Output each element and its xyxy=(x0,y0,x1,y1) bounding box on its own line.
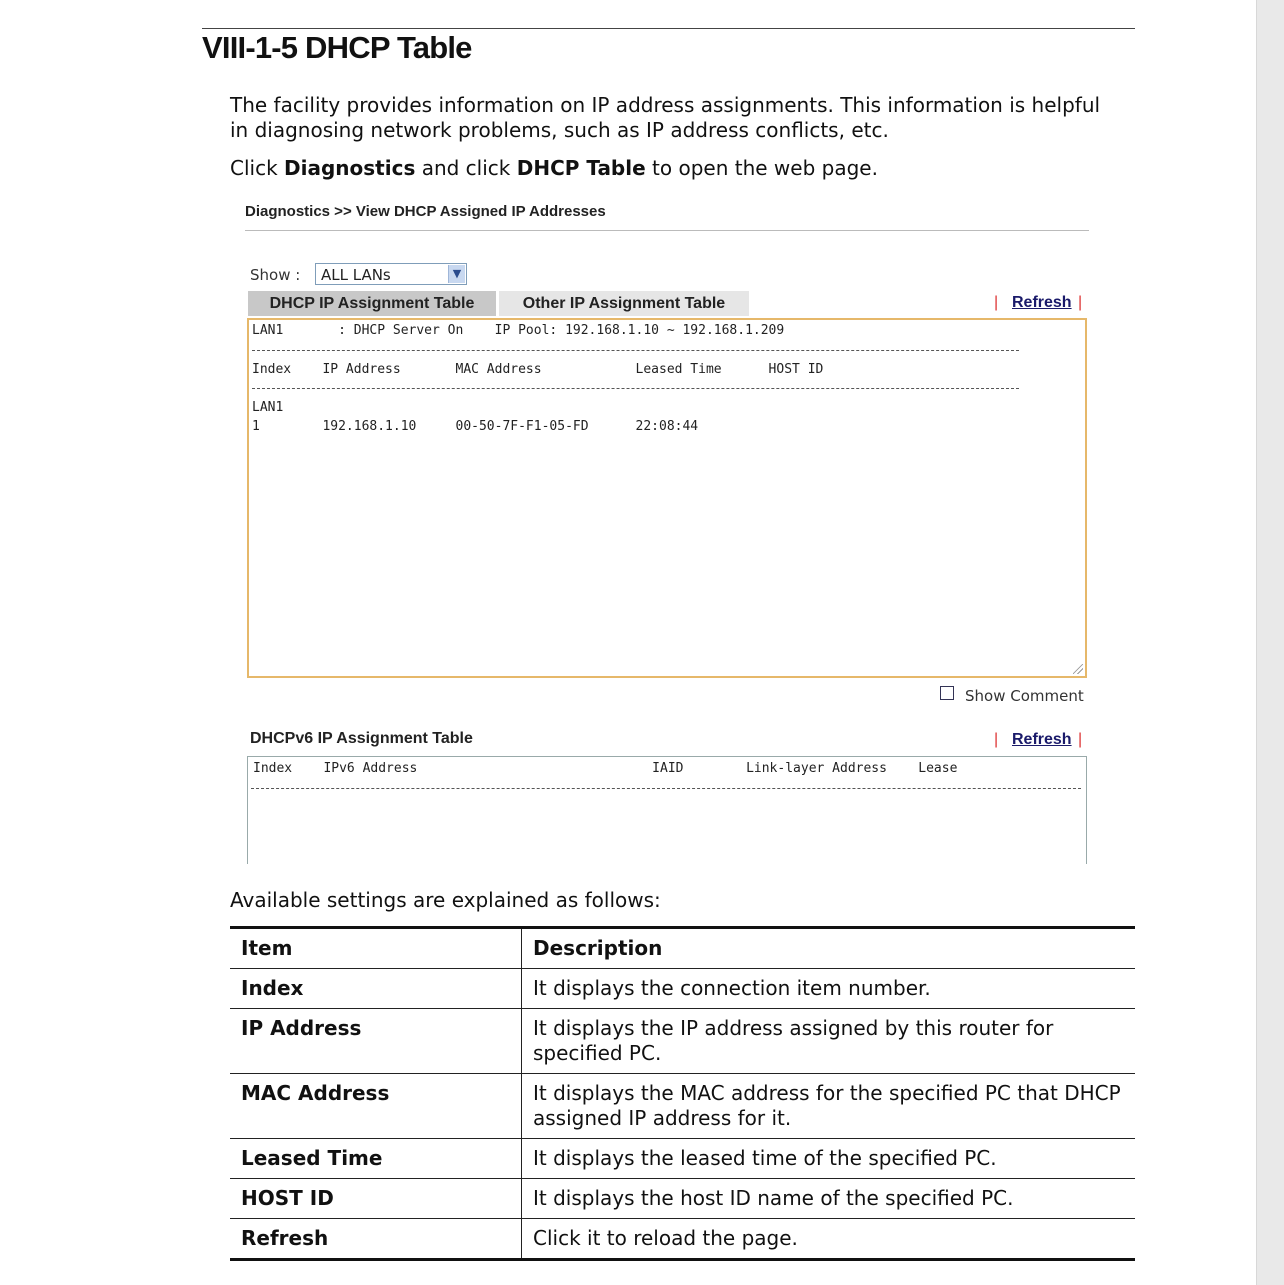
lan-filter-select[interactable] xyxy=(315,263,467,285)
item-cell: HOST ID xyxy=(230,1179,522,1219)
item-cell: MAC Address xyxy=(230,1074,522,1139)
header-rule xyxy=(202,28,1135,29)
diagnostics-menu-ref: Diagnostics xyxy=(284,156,416,180)
section-title: VIII-1-5 DHCP Table xyxy=(202,30,472,65)
table-row xyxy=(230,1074,1135,1139)
dhcp-table-menu-ref: DHCP Table xyxy=(516,156,646,180)
table-row xyxy=(230,969,1135,1009)
resize-grip-icon[interactable] xyxy=(1073,664,1083,674)
dhcpv6-assignment-textarea[interactable] xyxy=(247,756,1087,864)
chevron-down-icon[interactable]: ▼ xyxy=(448,265,465,283)
column-header-description: Description xyxy=(522,928,1136,969)
show-label: Show : xyxy=(250,266,301,284)
separator-left: | xyxy=(994,294,999,311)
dashed-divider xyxy=(252,388,1019,389)
refresh-link[interactable]: Refresh xyxy=(1012,294,1072,311)
settings-table xyxy=(230,926,1135,1261)
separator-right: | xyxy=(1078,731,1083,748)
description-cell: It displays the leased time of the specified PC. xyxy=(522,1139,1136,1179)
item-cell: Leased Time xyxy=(230,1139,522,1179)
dhcp-table-header: Index IP Address MAC Address Leased Time HOST ID xyxy=(252,362,824,377)
table-header-row xyxy=(230,928,1135,969)
dhcpv6-table-header: Index IPv6 Address IAID Link-layer Address Lease xyxy=(253,761,958,776)
tab-dhcp-ip-assignment[interactable]: DHCP IP Assignment Table xyxy=(248,291,496,316)
dhcp-assignment-textarea[interactable] xyxy=(247,318,1087,678)
item-cell: Index xyxy=(230,969,522,1009)
table-row xyxy=(230,1009,1135,1074)
description-cell: It displays the IP address assigned by this router for specified PC. xyxy=(522,1009,1136,1074)
dhcpv6-refresh-link[interactable]: Refresh xyxy=(1012,731,1072,748)
description-cell: It displays the host ID name of the specified PC. xyxy=(522,1179,1136,1219)
intro-paragraph: The facility provides information on IP address assignments. This information is helpful in diagnosing network problems, such as IP address conflicts, etc. xyxy=(230,93,1101,142)
description-cell: It displays the connection item number. xyxy=(522,969,1136,1009)
tab-other-ip-assignment[interactable]: Other IP Assignment Table xyxy=(499,291,749,316)
item-cell: Refresh xyxy=(230,1219,522,1260)
table-row xyxy=(230,1139,1135,1179)
show-comment-checkbox[interactable] xyxy=(940,686,954,700)
description-cell: Click it to reload the page. xyxy=(522,1219,1136,1260)
screenshot-crop-fade xyxy=(248,834,1086,864)
instruction-paragraph: Click Diagnostics and click DHCP Table to open the web page. xyxy=(230,156,878,180)
item-cell: IP Address xyxy=(230,1009,522,1074)
dhcp-pool-info: LAN1 : DHCP Server On IP Pool: 192.168.1.10 ~ 192.168.1.209 xyxy=(252,323,785,338)
description-cell: It displays the MAC address for the specified PC that DHCP assigned IP address for it. xyxy=(522,1074,1136,1139)
table-row xyxy=(230,1219,1135,1260)
breadcrumb-divider xyxy=(245,230,1089,231)
table-row: 1 192.168.1.10 00-50-7F-F1-05-FD 22:08:44 xyxy=(252,419,699,434)
dashed-divider xyxy=(252,350,1019,351)
lan-group-label: LAN1 xyxy=(252,400,284,415)
lan-filter-value: ALL LANs xyxy=(321,266,391,284)
column-header-item: Item xyxy=(230,928,522,969)
available-settings-intro: Available settings are explained as follows: xyxy=(230,888,661,912)
separator-right: | xyxy=(1078,294,1083,311)
page-scroll-gutter xyxy=(1256,0,1284,1285)
separator-left: | xyxy=(994,731,999,748)
dashed-divider xyxy=(251,788,1081,789)
table-row xyxy=(230,1179,1135,1219)
breadcrumb: Diagnostics >> View DHCP Assigned IP Addresses xyxy=(245,203,606,220)
dhcpv6-table-title: DHCPv6 IP Assignment Table xyxy=(250,730,473,747)
show-comment-label: Show Comment xyxy=(965,687,1084,705)
